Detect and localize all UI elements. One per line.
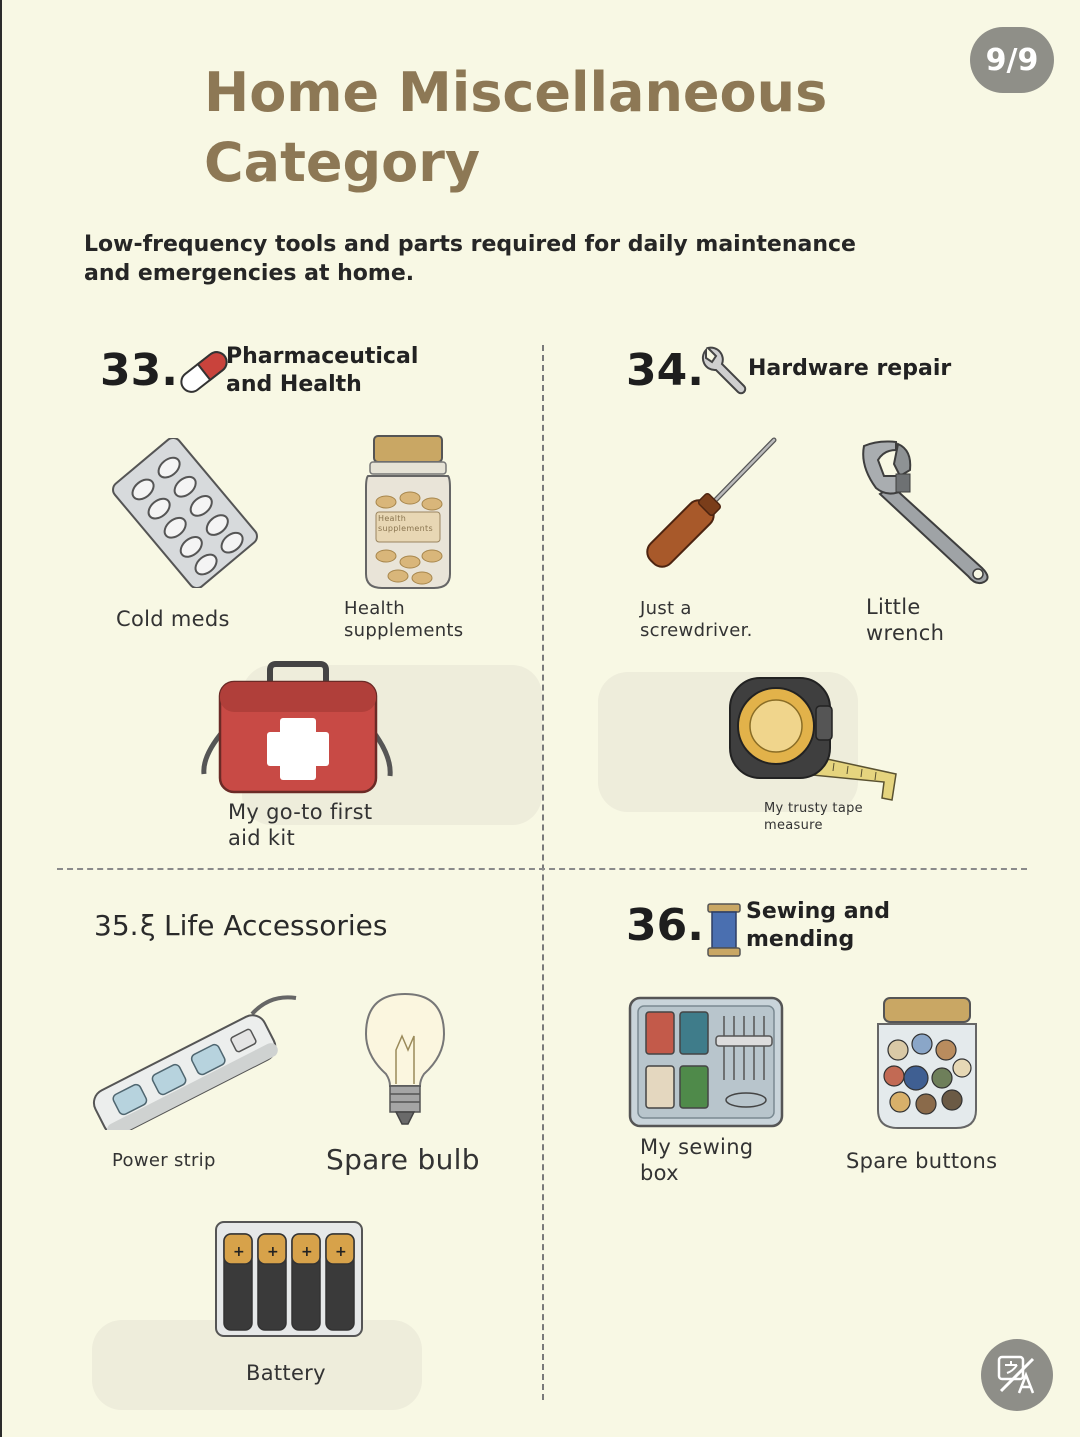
light-bulb-icon (360, 990, 450, 1130)
section-label: Life Accessories (164, 909, 388, 942)
item-label-screwdriver: Just a screwdriver. (640, 598, 753, 641)
adjustable-wrench-icon (854, 436, 1000, 588)
xi-glyph: ξ (140, 909, 156, 942)
sewing-box-icon (628, 996, 784, 1128)
item-label-sewing-box: My sewing box (640, 1135, 754, 1185)
first-aid-kit-icon (196, 660, 396, 800)
translate-button[interactable] (981, 1339, 1053, 1411)
svg-text:+: + (233, 1244, 245, 1260)
item-label-power-strip: Power strip (112, 1150, 216, 1171)
item-label-wrench: Little wrench (866, 595, 945, 645)
tape-measure-icon (724, 670, 904, 806)
section-number: 35. (94, 909, 139, 942)
translate-icon (995, 1353, 1039, 1397)
page-counter-badge: 9/9 (970, 27, 1054, 93)
screwdriver-icon (622, 432, 784, 594)
section-number: 34. (626, 345, 704, 396)
item-label-spare-bulb: Spare bulb (326, 1143, 480, 1176)
svg-text:+: + (335, 1244, 347, 1260)
batteries-icon (214, 1220, 364, 1340)
svg-text:+: + (301, 1244, 313, 1260)
item-label-cold-meds: Cold meds (116, 607, 230, 631)
vertical-divider (542, 345, 544, 1400)
page-subtitle: Low-frequency tools and parts required for daily maintenance and emergencies at home. (84, 232, 856, 286)
item-label-first-aid-kit: My go-to first aid kit (228, 800, 373, 850)
item-label-health-supplements: Health supplements (344, 598, 464, 641)
horizontal-divider (57, 868, 1027, 870)
item-label-tape-measure: My trusty tape measure (764, 801, 863, 833)
section-label: Pharmaceutical and Health (226, 344, 419, 397)
svg-text:+: + (267, 1244, 279, 1260)
blister-pack-icon (110, 438, 260, 588)
section-number: 33. (100, 345, 178, 396)
power-strip-icon (90, 990, 302, 1130)
thread-spool-icon (702, 902, 746, 960)
section-label: Sewing and mending (746, 899, 890, 952)
supplement-jar-icon (358, 432, 458, 592)
item-label-battery: Battery (246, 1361, 326, 1385)
page-title: Home Miscellaneous Category (204, 61, 828, 194)
capsule-icon (174, 346, 234, 398)
section-label: Hardware repair (748, 356, 952, 381)
jar-label-text: Health supplements (378, 514, 433, 533)
section-number: 36. (626, 900, 704, 951)
button-jar-icon (872, 994, 982, 1132)
wrench-icon (698, 344, 750, 398)
item-label-spare-buttons: Spare buttons (846, 1149, 998, 1173)
